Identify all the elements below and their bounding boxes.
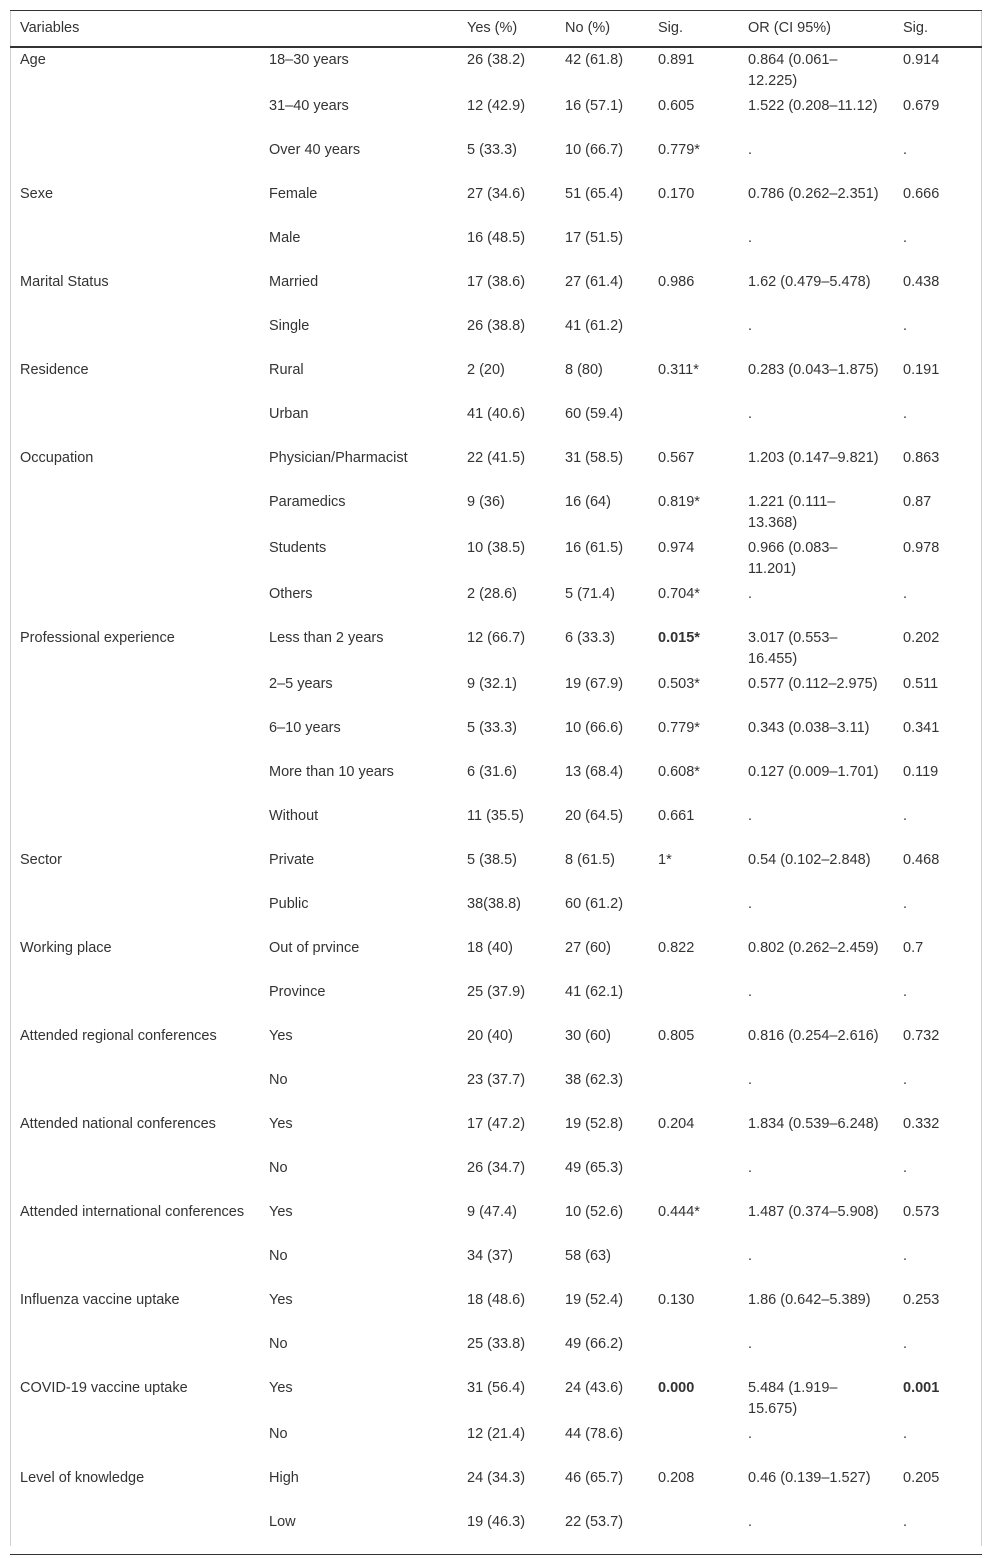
sig-cell: 0.311* (658, 362, 699, 378)
sig-cell: 0.605 (658, 98, 695, 114)
sig-cell (648, 1068, 738, 1112)
category-cell: No (269, 1248, 288, 1264)
category-cell: 18–30 years (269, 52, 349, 68)
no-count-cell: 60 (61.2) (565, 896, 624, 912)
header-row (10, 11, 982, 48)
sig-cell: 0.567 (658, 450, 695, 466)
table-row (10, 446, 982, 490)
table-row (10, 672, 982, 716)
table-row (10, 1288, 982, 1332)
category-cell: Male (269, 230, 301, 246)
odds-ratio-cell: 1.62 (0.479–5.478) (748, 274, 871, 290)
or-sig-cell: 0.205 (903, 1470, 940, 1486)
variable-cell: Occupation (20, 450, 94, 466)
sig-cell: 0.805 (658, 1028, 695, 1044)
or-sig-cell: . (903, 318, 908, 334)
variable-cell (10, 314, 259, 358)
table-row (10, 1156, 982, 1200)
table-row (10, 1024, 982, 1068)
no-count-cell: 6 (33.3) (565, 630, 615, 646)
table-row (10, 47, 982, 94)
header-variables: Variables (10, 11, 259, 48)
odds-ratio-cell: 0.864 (0.061–12.225) (748, 52, 838, 89)
category-cell: Others (269, 586, 313, 602)
sig-cell: 0.503* (658, 676, 700, 692)
variable-cell (10, 536, 259, 582)
no-count-cell: 16 (64) (565, 494, 611, 510)
no-count-cell: 5 (71.4) (565, 586, 615, 602)
variable-cell (10, 980, 259, 1024)
category-cell: Low (259, 1510, 457, 1555)
or-sig-cell: 0.202 (903, 630, 940, 646)
or-sig-cell: 0.468 (903, 852, 940, 868)
yes-count-cell: 6 (31.6) (467, 764, 517, 780)
or-sig-cell: . (903, 142, 908, 158)
or-sig-cell: . (903, 808, 908, 824)
sig-cell: 0.819* (658, 494, 700, 510)
odds-ratio-cell: 1.221 (0.111–13.368) (748, 494, 836, 531)
table-row (10, 626, 982, 672)
odds-ratio-cell: . (748, 896, 753, 912)
category-cell: No (269, 1426, 288, 1442)
no-count-cell: 17 (51.5) (565, 230, 624, 246)
yes-count-cell: 16 (48.5) (467, 230, 526, 246)
variable-cell: COVID-19 vaccine uptake (20, 1380, 188, 1396)
table-row (10, 1510, 982, 1555)
no-count-cell: 58 (63) (565, 1248, 611, 1264)
sig-cell: 0.974 (658, 540, 695, 556)
sig-cell: 0.779* (658, 142, 700, 158)
variable-cell (10, 1422, 259, 1466)
yes-count-cell: 24 (34.3) (467, 1470, 526, 1486)
sig-cell: 0.130 (658, 1292, 695, 1308)
category-cell: Yes (269, 1116, 293, 1132)
results-table (10, 10, 982, 1555)
table-row (10, 760, 982, 804)
variable-cell (10, 226, 259, 270)
yes-count-cell: 12 (42.9) (467, 98, 526, 114)
sig-cell: 0.170 (658, 186, 695, 202)
yes-count-cell: 22 (41.5) (467, 450, 526, 466)
yes-count-cell: 5 (38.5) (467, 852, 517, 868)
no-count-cell: 51 (65.4) (565, 186, 624, 202)
yes-count-cell: 25 (33.8) (467, 1336, 526, 1352)
yes-count-cell: 9 (36) (467, 494, 505, 510)
yes-count-cell: 26 (34.7) (467, 1160, 526, 1176)
sig-cell: 0.986 (658, 274, 695, 290)
yes-count-cell: 17 (47.2) (467, 1116, 526, 1132)
no-count-cell: 19 (52.4) (565, 1292, 624, 1308)
table-row (10, 490, 982, 536)
category-cell: High (269, 1470, 299, 1486)
table-row (10, 1332, 982, 1376)
no-count-cell: 49 (66.2) (565, 1336, 624, 1352)
or-sig-cell: 0.978 (903, 540, 940, 556)
odds-ratio-cell: . (748, 1426, 753, 1442)
yes-count-cell: 25 (37.9) (467, 984, 526, 1000)
odds-ratio-cell: 0.577 (0.112–2.975) (748, 676, 878, 692)
no-count-cell: 16 (61.5) (565, 540, 624, 556)
yes-count-cell: 9 (47.4) (467, 1204, 517, 1220)
table-row (10, 1068, 982, 1112)
yes-count-cell: 31 (56.4) (467, 1380, 526, 1396)
or-sig-cell: 0.191 (903, 362, 940, 378)
odds-ratio-cell: 0.966 (0.083–11.201) (748, 540, 838, 577)
no-count-cell: 30 (60) (565, 1028, 611, 1044)
or-sig-cell: . (903, 1072, 908, 1088)
or-sig-cell: . (903, 1426, 908, 1442)
category-cell: No (269, 1072, 288, 1088)
sig-cell (648, 1244, 738, 1288)
category-cell: Yes (269, 1292, 293, 1308)
table-row (10, 536, 982, 582)
table-row (10, 1112, 982, 1156)
no-count-cell: 10 (66.7) (565, 142, 624, 158)
odds-ratio-cell: . (748, 1160, 753, 1176)
category-cell: Urban (269, 406, 309, 422)
variable-cell: Professional experience (20, 630, 175, 646)
no-count-cell: 41 (61.2) (565, 318, 624, 334)
or-sig-cell: 0.914 (903, 52, 940, 68)
sig-cell (648, 1422, 738, 1466)
odds-ratio-cell: . (748, 586, 753, 602)
table-row (10, 980, 982, 1024)
odds-ratio-cell: 0.54 (0.102–2.848) (748, 852, 871, 868)
or-sig-cell: . (903, 896, 908, 912)
table-row (10, 358, 982, 402)
table-row (10, 182, 982, 226)
variable-cell: Attended international conferences (20, 1204, 245, 1220)
variable-cell (10, 672, 259, 716)
or-sig-cell: 0.341 (903, 720, 940, 736)
table-row (10, 1244, 982, 1288)
variable-cell (10, 1332, 259, 1376)
sig-cell (648, 1332, 738, 1376)
yes-count-cell: 19 (46.3) (457, 1510, 555, 1555)
category-cell: Single (269, 318, 310, 334)
category-cell: Yes (269, 1204, 293, 1220)
yes-count-cell: 18 (40) (467, 940, 513, 956)
table-body (10, 47, 982, 1555)
or-sig-cell: . (903, 230, 908, 246)
no-count-cell: 19 (52.8) (565, 1116, 624, 1132)
no-count-cell: 27 (61.4) (565, 274, 624, 290)
odds-ratio-cell: . (748, 984, 753, 1000)
table-row (10, 716, 982, 760)
variable-cell (10, 892, 259, 936)
yes-count-cell: 26 (38.2) (467, 52, 526, 68)
variable-cell: Level of knowledge (20, 1470, 145, 1486)
sig-cell: 0.891 (658, 52, 695, 68)
header-sig-or: Sig. (893, 11, 982, 48)
no-count-cell: 16 (57.1) (565, 98, 624, 114)
or-sig-cell: . (903, 984, 908, 1000)
yes-count-cell: 10 (38.5) (467, 540, 526, 556)
category-cell: Paramedics (269, 494, 346, 510)
no-count-cell: 41 (62.1) (565, 984, 624, 1000)
results-table-container (10, 10, 982, 1555)
category-cell: Private (269, 852, 315, 868)
sig-cell (648, 892, 738, 936)
sig-cell: 1* (658, 852, 672, 868)
or-sig-cell: 0.666 (903, 186, 940, 202)
category-cell: Female (269, 186, 318, 202)
category-cell: No (269, 1336, 288, 1352)
yes-count-cell: 41 (40.6) (467, 406, 526, 422)
category-cell: More than 10 years (269, 764, 394, 780)
variable-cell (10, 402, 259, 446)
variable-cell (10, 94, 259, 138)
or-sig-cell: 0.253 (903, 1292, 940, 1308)
header-yes: Yes (%) (457, 11, 555, 48)
table-row (10, 582, 982, 626)
sig-cell: 0.704* (658, 586, 700, 602)
or-sig-cell: . (903, 586, 908, 602)
yes-count-cell: 20 (40) (467, 1028, 513, 1044)
or-sig-cell: . (903, 406, 908, 422)
odds-ratio-cell: . (748, 318, 753, 334)
category-cell: 6–10 years (269, 720, 341, 736)
odds-ratio-cell: 0.283 (0.043–1.875) (748, 362, 879, 378)
table-row (10, 936, 982, 980)
odds-ratio-cell: 1.203 (0.147–9.821) (748, 450, 879, 466)
odds-ratio-cell: 3.017 (0.553–16.455) (748, 630, 838, 667)
odds-ratio-cell: . (748, 1248, 753, 1264)
category-cell: Less than 2 years (269, 630, 384, 646)
or-sig-cell: 0.7 (903, 940, 924, 956)
odds-ratio-cell: . (738, 1510, 893, 1555)
or-sig-cell: 0.119 (903, 764, 939, 780)
table-row (10, 138, 982, 182)
or-sig-cell: 0.732 (903, 1028, 940, 1044)
odds-ratio-cell: 5.484 (1.919–15.675) (748, 1380, 838, 1417)
odds-ratio-cell: . (748, 1072, 753, 1088)
category-cell: Students (269, 540, 327, 556)
odds-ratio-cell: 0.786 (0.262–2.351) (748, 186, 879, 202)
sig-cell: 0.822 (658, 940, 695, 956)
or-sig-cell: . (893, 1510, 982, 1555)
table-header (10, 11, 982, 48)
or-sig-cell: 0.511 (903, 676, 939, 692)
variable-cell (10, 490, 259, 536)
header-or-ci: OR (CI 95%) (738, 11, 893, 48)
no-count-cell: 19 (67.9) (565, 676, 624, 692)
no-count-cell: 44 (78.6) (565, 1426, 624, 1442)
odds-ratio-cell: . (748, 406, 753, 422)
sig-cell: 0.444* (658, 1204, 700, 1220)
no-count-cell: 10 (66.6) (565, 720, 624, 736)
table-row (10, 1466, 982, 1510)
category-cell: No (269, 1160, 288, 1176)
category-cell: Out of prvince (269, 940, 360, 956)
sig-cell: 0.779* (658, 720, 700, 736)
category-cell: 2–5 years (269, 676, 333, 692)
sig-cell (648, 226, 738, 270)
or-sig-cell: . (903, 1160, 908, 1176)
odds-ratio-cell: 1.522 (0.208–11.12) (748, 98, 878, 114)
sig-cell (648, 1156, 738, 1200)
yes-count-cell: 26 (38.8) (467, 318, 526, 334)
no-count-cell: 38 (62.3) (565, 1072, 624, 1088)
category-cell: Rural (269, 362, 304, 378)
table-row (10, 1422, 982, 1466)
no-count-cell: 31 (58.5) (565, 450, 624, 466)
table-row (10, 314, 982, 358)
variable-cell (10, 716, 259, 760)
variable-cell: Sexe (20, 186, 54, 202)
yes-count-cell: 23 (37.7) (467, 1072, 526, 1088)
odds-ratio-cell: 1.834 (0.539–6.248) (748, 1116, 879, 1132)
or-sig-cell: 0.001 (903, 1380, 940, 1396)
odds-ratio-cell: 0.816 (0.254–2.616) (748, 1028, 879, 1044)
no-count-cell: 27 (60) (565, 940, 611, 956)
table-row (10, 1376, 982, 1422)
category-cell: 31–40 years (269, 98, 349, 114)
yes-count-cell: 17 (38.6) (467, 274, 526, 290)
table-row (10, 402, 982, 446)
variable-cell (10, 138, 259, 182)
sig-cell: 0.208 (658, 1470, 695, 1486)
sig-cell (648, 402, 738, 446)
no-count-cell: 20 (64.5) (565, 808, 624, 824)
sig-cell: 0.608* (658, 764, 700, 780)
table-row (10, 848, 982, 892)
odds-ratio-cell: 0.343 (0.038–3.11) (748, 720, 870, 736)
category-cell: Over 40 years (269, 142, 361, 158)
odds-ratio-cell: 0.46 (0.139–1.527) (748, 1470, 871, 1486)
odds-ratio-cell: 1.86 (0.642–5.389) (748, 1292, 871, 1308)
table-row (10, 1200, 982, 1244)
sig-cell: 0.204 (658, 1116, 695, 1132)
odds-ratio-cell: . (748, 808, 753, 824)
no-count-cell: 10 (52.6) (565, 1204, 624, 1220)
category-cell: Without (269, 808, 319, 824)
category-cell: Yes (269, 1028, 293, 1044)
variable-cell: Influenza vaccine uptake (20, 1292, 180, 1308)
variable-cell (10, 804, 259, 848)
table-row (10, 892, 982, 936)
yes-count-cell: 2 (20) (467, 362, 505, 378)
sig-cell: 0.000 (658, 1380, 695, 1396)
yes-count-cell: 9 (32.1) (467, 676, 517, 692)
no-count-cell: 13 (68.4) (565, 764, 624, 780)
variable-cell (10, 1510, 259, 1555)
table-row (10, 270, 982, 314)
yes-count-cell: 27 (34.6) (467, 186, 526, 202)
no-count-cell: 22 (53.7) (555, 1510, 648, 1555)
no-count-cell: 8 (80) (565, 362, 603, 378)
or-sig-cell: 0.332 (903, 1116, 940, 1132)
yes-count-cell: 18 (48.6) (467, 1292, 526, 1308)
no-count-cell: 42 (61.8) (565, 52, 624, 68)
category-cell: Married (269, 274, 319, 290)
no-count-cell: 49 (65.3) (565, 1160, 624, 1176)
or-sig-cell: . (903, 1248, 908, 1264)
or-sig-cell: 0.438 (903, 274, 940, 290)
table-row (10, 94, 982, 138)
variable-cell: Attended national conferences (20, 1116, 216, 1132)
odds-ratio-cell: 0.802 (0.262–2.459) (748, 940, 879, 956)
variable-cell: Marital Status (20, 274, 109, 290)
table-row (10, 804, 982, 848)
header-category (259, 11, 457, 48)
odds-ratio-cell: . (748, 1336, 753, 1352)
variable-cell: Working place (20, 940, 112, 956)
odds-ratio-cell: 1.487 (0.374–5.908) (748, 1204, 879, 1220)
yes-count-cell: 5 (33.3) (467, 720, 517, 736)
yes-count-cell: 11 (35.5) (467, 808, 524, 824)
or-sig-cell: 0.573 (903, 1204, 940, 1220)
no-count-cell: 46 (65.7) (565, 1470, 624, 1486)
or-sig-cell: 0.679 (903, 98, 940, 114)
yes-count-cell: 2 (28.6) (467, 586, 517, 602)
no-count-cell: 60 (59.4) (565, 406, 624, 422)
or-sig-cell: . (903, 1336, 908, 1352)
yes-count-cell: 38(38.8) (467, 896, 522, 912)
odds-ratio-cell: . (748, 142, 753, 158)
category-cell: Yes (269, 1380, 293, 1396)
or-sig-cell: 0.863 (903, 450, 940, 466)
variable-cell (10, 1244, 259, 1288)
variable-cell (10, 1156, 259, 1200)
no-count-cell: 24 (43.6) (565, 1380, 624, 1396)
or-sig-cell: 0.87 (903, 494, 932, 510)
yes-count-cell: 5 (33.3) (467, 142, 517, 158)
category-cell: Public (269, 896, 309, 912)
sig-cell: 0.015* (658, 630, 700, 646)
category-cell: Physician/Pharmacist (269, 450, 408, 466)
variable-cell: Attended regional conferences (20, 1028, 217, 1044)
table-row (10, 226, 982, 270)
category-cell: Province (269, 984, 326, 1000)
sig-cell (648, 1510, 738, 1555)
sig-cell (648, 980, 738, 1024)
odds-ratio-cell: 0.127 (0.009–1.701) (748, 764, 879, 780)
yes-count-cell: 12 (21.4) (467, 1426, 526, 1442)
odds-ratio-cell: . (748, 230, 753, 246)
yes-count-cell: 12 (66.7) (467, 630, 526, 646)
header-sig: Sig. (648, 11, 738, 48)
variable-cell (10, 760, 259, 804)
variable-cell: Sector (20, 852, 62, 868)
yes-count-cell: 34 (37) (467, 1248, 513, 1264)
variable-cell (10, 582, 259, 626)
variable-cell: Residence (20, 362, 89, 378)
variable-cell (10, 1068, 259, 1112)
header-no: No (%) (555, 11, 648, 48)
no-count-cell: 8 (61.5) (565, 852, 615, 868)
variable-cell: Age (20, 52, 46, 68)
sig-cell (648, 314, 738, 358)
sig-cell: 0.661 (658, 808, 695, 824)
